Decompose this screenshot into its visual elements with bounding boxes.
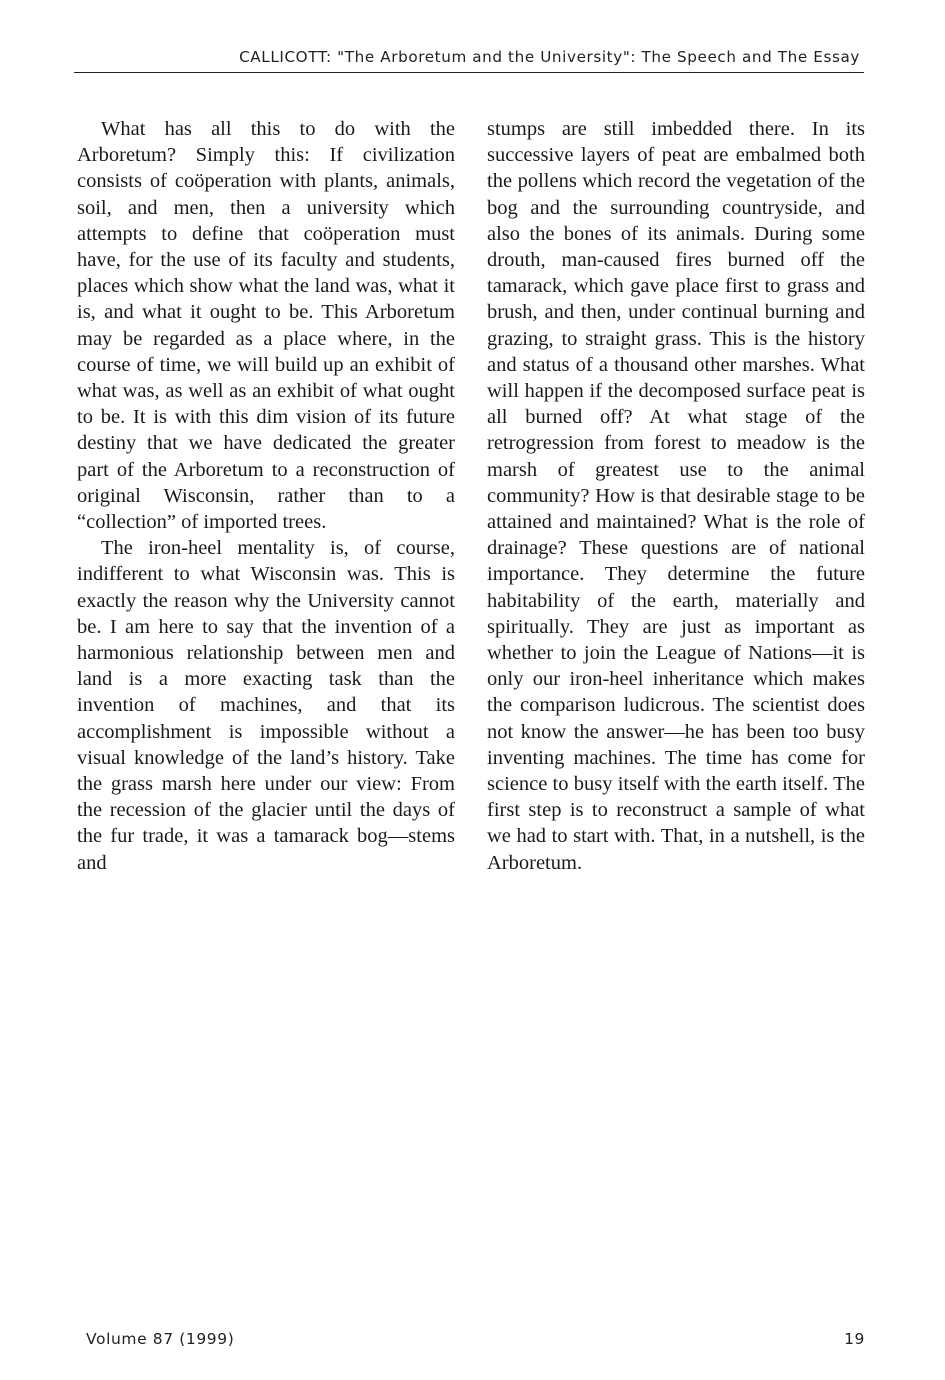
footer-page-number: 19 [844, 1330, 865, 1348]
paragraph-arboretum-purpose: What has all this to do with the Arboretum? Simply this: If civilization consists of coöperation with plants, animals, soil, and men, then a university which attempts to define that coöperation must have, for the use of its faculty and students, places which show what the land was, what it is, and what it ought to be. This Arboretum may be regarded as a place where, in the course of time, we will build up an exhibit of what was, as well as an exhibit of what ought to be. It is with this dim vision of its future destiny that we have dedicated the greater part of the Arboretum to a reconstruction of original Wisconsin, rather than to a “collection” of imported trees. [77, 118, 455, 534]
running-header: CALLICOTT: "The Arboretum and the University": The Speech and The Essay [239, 48, 860, 66]
footer-volume: Volume 87 (1999) [86, 1330, 235, 1348]
left-column [77, 116, 455, 876]
paragraph-iron-heel-mentality: The iron-heel mentality is, of course, indifferent to what Wisconsin was. This is exactly the reason why the University cannot be. I am here to say that the invention of a harmonious relationship between men and land is a more exacting task than the invention of machines, and that its accomplishment is impossible without a visual knowledge of the land’s history. Take the grass marsh here under our view: From the recession of the glacier until the days of the fur trade, it was a tamarack bog—stems and [77, 537, 455, 874]
header-rule [74, 72, 864, 73]
right-column [487, 116, 865, 876]
paragraph-marsh-history: stumps are still imbedded there. In its successive layers of peat are embalmed both the pollens which record the vegetation of the bog and the surrounding countryside, and also the bones of its animals. During some drouth, man-caused fires burned off the tamarack, which gave place first to grass and brush, and then, under continual burning and grazing, to straight grass. This is the history and status of a thousand other marshes. What will happen if the decomposed surface peat is all burned off? At what stage of the retrogression from forest to meadow is the marsh of greatest use to the animal community? How is that desirable stage to be attained and maintained? What is the role of drainage? These questions are of national importance. They determine the future habitability of the earth, materially and spiritually. They are just as important as whether to join the League of Nations—it is only our iron-heel inheritance which makes the comparison ludicrous. The scientist does not know the answer—he has been too busy inventing machines. The time has come for science to busy itself with the earth itself. The first step is to reconstruct a sample of what we had to start with. That, in a nutshell, is the Arboretum. [487, 118, 865, 874]
